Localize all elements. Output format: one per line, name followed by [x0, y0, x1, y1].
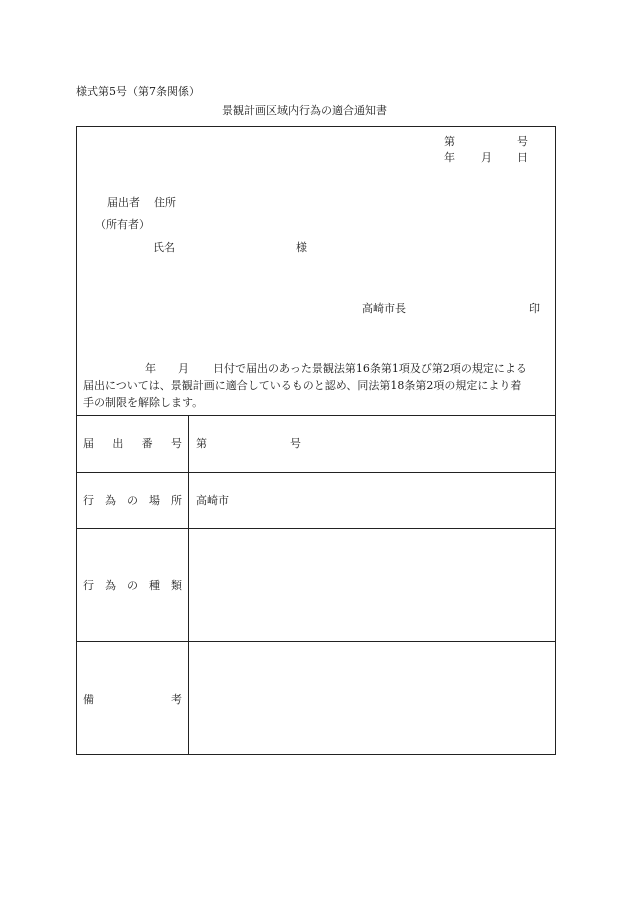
row-divider: [76, 641, 556, 642]
row-divider: [76, 528, 556, 529]
action-type-label: 行 為 の 種 類: [83, 579, 182, 592]
notification-number-dai: 第: [196, 437, 207, 450]
body-line1: 日付で届出のあった景観法第16条第1項及び第2項の規定による: [213, 362, 527, 375]
body-line2: 届出については、景観計画に適合しているものと認め、同法第18条第2項の規定により着: [83, 379, 522, 392]
body-line3: 手の制限を解除します。: [83, 396, 204, 409]
form-number: 様式第5号（第7条関係）: [76, 85, 200, 98]
location-label: 行 為 の 場 所: [83, 494, 182, 507]
section-divider: [76, 415, 556, 416]
location-value: 高崎市: [196, 494, 229, 507]
number-dai: 第: [444, 135, 455, 148]
column-divider: [188, 415, 189, 755]
row-divider: [76, 472, 556, 473]
body-month: 月: [178, 362, 189, 375]
body-year: 年: [145, 362, 156, 375]
number-go: 号: [517, 135, 528, 148]
name-label: 氏名: [153, 241, 175, 254]
mayor-label: 高崎市長: [362, 302, 406, 315]
date-month: 月: [481, 151, 492, 164]
honorific: 様: [296, 241, 307, 254]
date-year: 年: [444, 151, 455, 164]
notifier-label: 届出者: [107, 196, 140, 209]
owner-label: （所有者）: [95, 218, 150, 231]
notification-number-go: 号: [290, 437, 301, 450]
document-title: 景観計画区域内行為の適合通知書: [222, 104, 387, 117]
remarks-label: 備 考: [83, 693, 182, 706]
address-label: 住所: [154, 196, 176, 209]
date-day: 日: [517, 151, 528, 164]
notification-number-label: 届 出 番 号: [83, 437, 182, 450]
seal-mark: 印: [529, 302, 540, 315]
